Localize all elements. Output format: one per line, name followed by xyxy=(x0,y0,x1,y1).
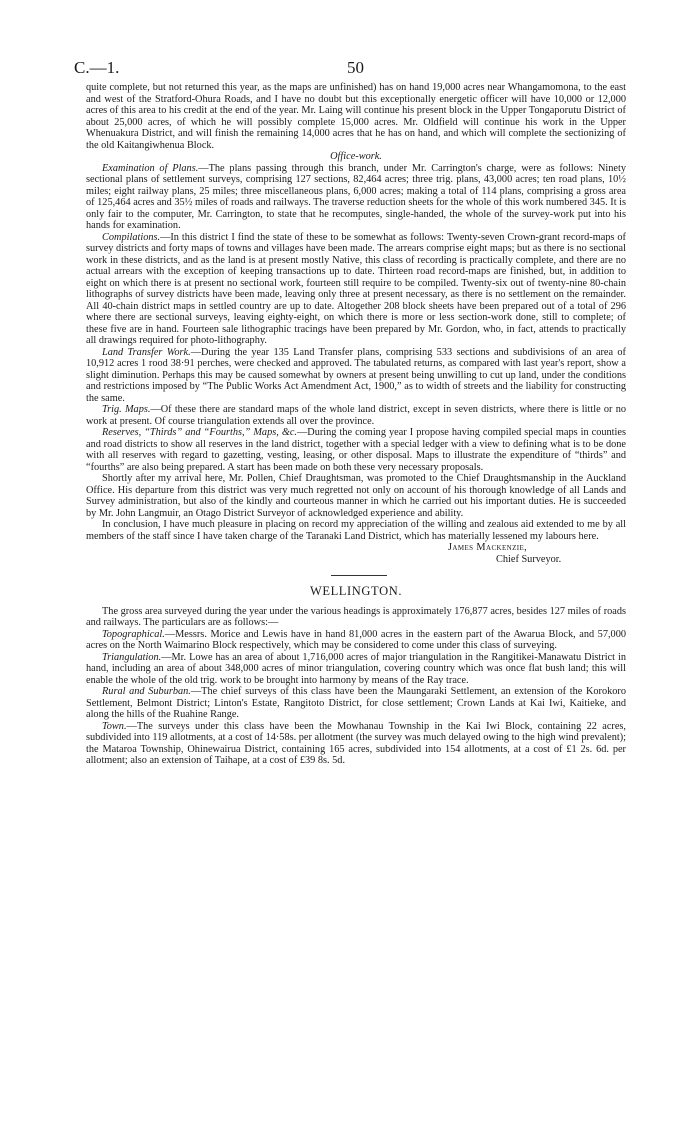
paragraph-rural-and-suburban xyxy=(86,686,626,721)
paragraph-subheading: Trig. Maps. xyxy=(102,404,151,415)
paragraph-town xyxy=(86,721,626,767)
paragraph-subheading: Land Transfer Work. xyxy=(102,346,191,358)
paragraph-text: —In this district I find the state of these to be somewhat as follows: Twenty-seven Crown-grant record-maps of survey districts and forty maps of towns and villages have been made. The arrears comprise eight maps; but as there is no sectional work in these districts, and as the land is at present mostly Native, this class of recording is practically complete, and there are no actual arrears with the exception of keeping transactions up to date. Thirteen road record-maps are finished, but, in addition to eight on which there is at present no sectional work, fourteen still require to be compiled. Twenty-six out of twenty-nine 80-chain lithographs of survey districts have been made, leaving only three at present necessary, as there is no settlement on the remainder. All 40-chain district maps in settled country are up to date. Altogether 208 block sheets have been prepared out of a total of 296 where there are sectional surveys, leaving eighty-eight, on which there is more or less section-work done, still to complete; of these five are in hand. Fourteen sale lithographic tracings have been prepared by Mr. Gordon, who, in fact, attends to practically all drawings required for photo-lithography. xyxy=(86,231,626,346)
paragraph-text: Shortly after my arrival here, Mr. Pollen, Chief Draughtsman, was promoted to the Chief Draughtsmanship in the Auckland Office. His departure from this district was very much regretted not only on account of his thorough knowledge of all Lands and Survey administration, but also of the kindly and courteous manner in which he carried out his important duties. He is succeeded by Mr. John Langmuir, an Otago District Surveyor of acknowledged experience and ability. xyxy=(86,473,626,519)
paragraph-compilations xyxy=(86,232,626,347)
paragraph-examination-of-plans xyxy=(86,163,626,232)
signatory-title: Chief Surveyor. xyxy=(496,553,562,565)
paragraph-text: —During the coming year I propose having compiled special maps in counties and road districts to show all reserves in the land district, together with a special ledger with a view to defining what is to be done with all reserves with regard to gazetting, vesting, leasing, or other disposal. Maps to illustrate the expenditure of “thirds” and “fourths” are also being prepared. A start has been made on both these very necessary proposals. xyxy=(86,427,626,473)
page-number: 50 xyxy=(347,58,364,77)
paragraph-subheading: Town. xyxy=(102,720,127,732)
paragraph-subheading: Triangulation. xyxy=(102,651,162,663)
paragraph-subheading: Compilations. xyxy=(102,231,161,243)
report-reference: C.—1. xyxy=(74,58,120,77)
paragraph-subheading: Topographical. xyxy=(102,628,165,640)
paragraph-subheading: Reserves, “Thirds” and “Fourths,” Maps, &c. xyxy=(102,427,297,438)
paragraph-text: —The surveys under this class have been the Mowhanau Township in the Kai Iwi Block, containing 22 acres, subdivided into 119 allotments, at a cost of 14·58s. per allotment (the survey was much delayed owing to the high wind prevalent); the Mataroa Township, Ohinewairua District, containing 165 acres, subdivided into 154 allotments, at a cost of £1 2s. 6d. per allotment; also an extension of Taihape, at a cost of £39 8s. 5d. xyxy=(86,720,626,766)
body-text xyxy=(86,82,626,767)
wellington-section-title: WELLINGTON. xyxy=(309,584,403,598)
paragraph-text: —The chief surveys of this class have been the Maungaraki Settlement, an extension of the Korokoro Settlement, Belmont District; Linton's Estate, Rangitoto District, for close settlement; Crown Lands at Kai Iwi, Kaitieke, and along the hills of the Ruahine Range. xyxy=(86,686,626,720)
running-header xyxy=(74,58,634,80)
paragraph-staff-changes xyxy=(86,473,626,519)
signature-block xyxy=(86,542,626,565)
taranaki-intro-paragraph: quite complete, but not returned this year, as the maps are unfinished) has on hand 19,000 acres near Whangamomona, to the east and west of the Stratford-Ohura Roads, and I have no doubt but this exceptionally energetic officer will have 10,000 or 12,000 acres of this area to his credit at the end of the year. Mr. Laing will continue his present block in the Upper Tongaporutu District of about 25,000 acres, of which he will possibly complete 15,000 acres. Mr. Oldfield will continue his work in the Upper Whenuakura District, and will finish the remaining 14,000 acres that he has on hand, and which will complete the sectionizing of the old Kaitangiwhenua Block. xyxy=(86,82,626,151)
paragraph-topographical xyxy=(86,629,626,652)
paragraph-text: —Messrs. Morice and Lewis have in hand 81,000 acres in the eastern part of the Awarua Block, and 57,000 acres on the North Waimarino Block respectively, which may be considered to come under this class of surveying. xyxy=(86,628,626,651)
paragraph-conclusion xyxy=(86,519,626,542)
office-work-heading: Office-work. xyxy=(330,151,382,162)
paragraph-trig-maps xyxy=(86,404,626,427)
paragraph-text: —Mr. Lowe has an area of about 1,716,000 acres of major triangulation in the Rangitikei-Manawatu District in hand, including an area of about 348,000 acres of minor triangulation, covering country which was once flat bush land; this will enable the whole of the old trig. work to be brought into harmony by means of the Ray trace. xyxy=(86,651,626,686)
paragraph-land-transfer-work xyxy=(86,347,626,405)
paragraph-text: —The plans passing through this branch, under Mr. Carrington's charge, were as follows: Ninety sectional plans of settlement surveys, comprising 127 sections, 82,464 acres; three trig. plans, 43,000 acres; ten road plans, 10½ miles; eight railway plans, 25 miles; three miscellaneous plans, 6,000 acres; making a total of 114 plans, comprising a gross area of 125,464 acres and 35½ miles of roads and railways. The traverse reduction sheets for the whole of this work numbered 345. It is only fair to the computer, Mr. Carrington, to state that he recomputes, single-handed, the whole of the survey-work put into his hands for examination. xyxy=(86,162,626,231)
signatory-name: James Mackenzie, xyxy=(448,542,528,553)
paragraph-subheading: Rural and Suburban. xyxy=(102,686,191,697)
paragraph-text: —Of these there are standard maps of the whole land district, except in seven districts, where there is little or no work at present. Of course triangulation extends all over the province. xyxy=(86,404,626,427)
section-divider xyxy=(331,575,387,576)
paragraph-triangulation xyxy=(86,652,626,687)
paragraph-text: In conclusion, I have much pleasure in placing on record my appreciation of the willing and zealous aid extended to me by all members of the staff since I have taken charge of the Taranaki Land District, which has materially lessened my labours here. xyxy=(86,519,626,542)
paragraph-subheading: Examination of Plans. xyxy=(102,162,199,174)
wellington-intro-paragraph: The gross area surveyed during the year under the various headings is approximately 176,877 acres, besides 127 miles of roads and railways. The particulars are as follows:— xyxy=(86,605,626,628)
paragraph-reserves-maps xyxy=(86,427,626,473)
paragraph-text: —During the year 135 Land Transfer plans, comprising 533 sections and subdivisions of an area of 10,912 acres 1 rood 38·91 perches, were checked and approved. The tabulated returns, as compared with last year's report, show a slight diminution. Perhaps this may be caused somewhat by owners at present being unwilling to cut up land, under the conditions and restrictions imposed by “The Public Works Act Amendment Act, 1900,” as to width of streets and the liability for constructing the same. xyxy=(86,346,626,404)
